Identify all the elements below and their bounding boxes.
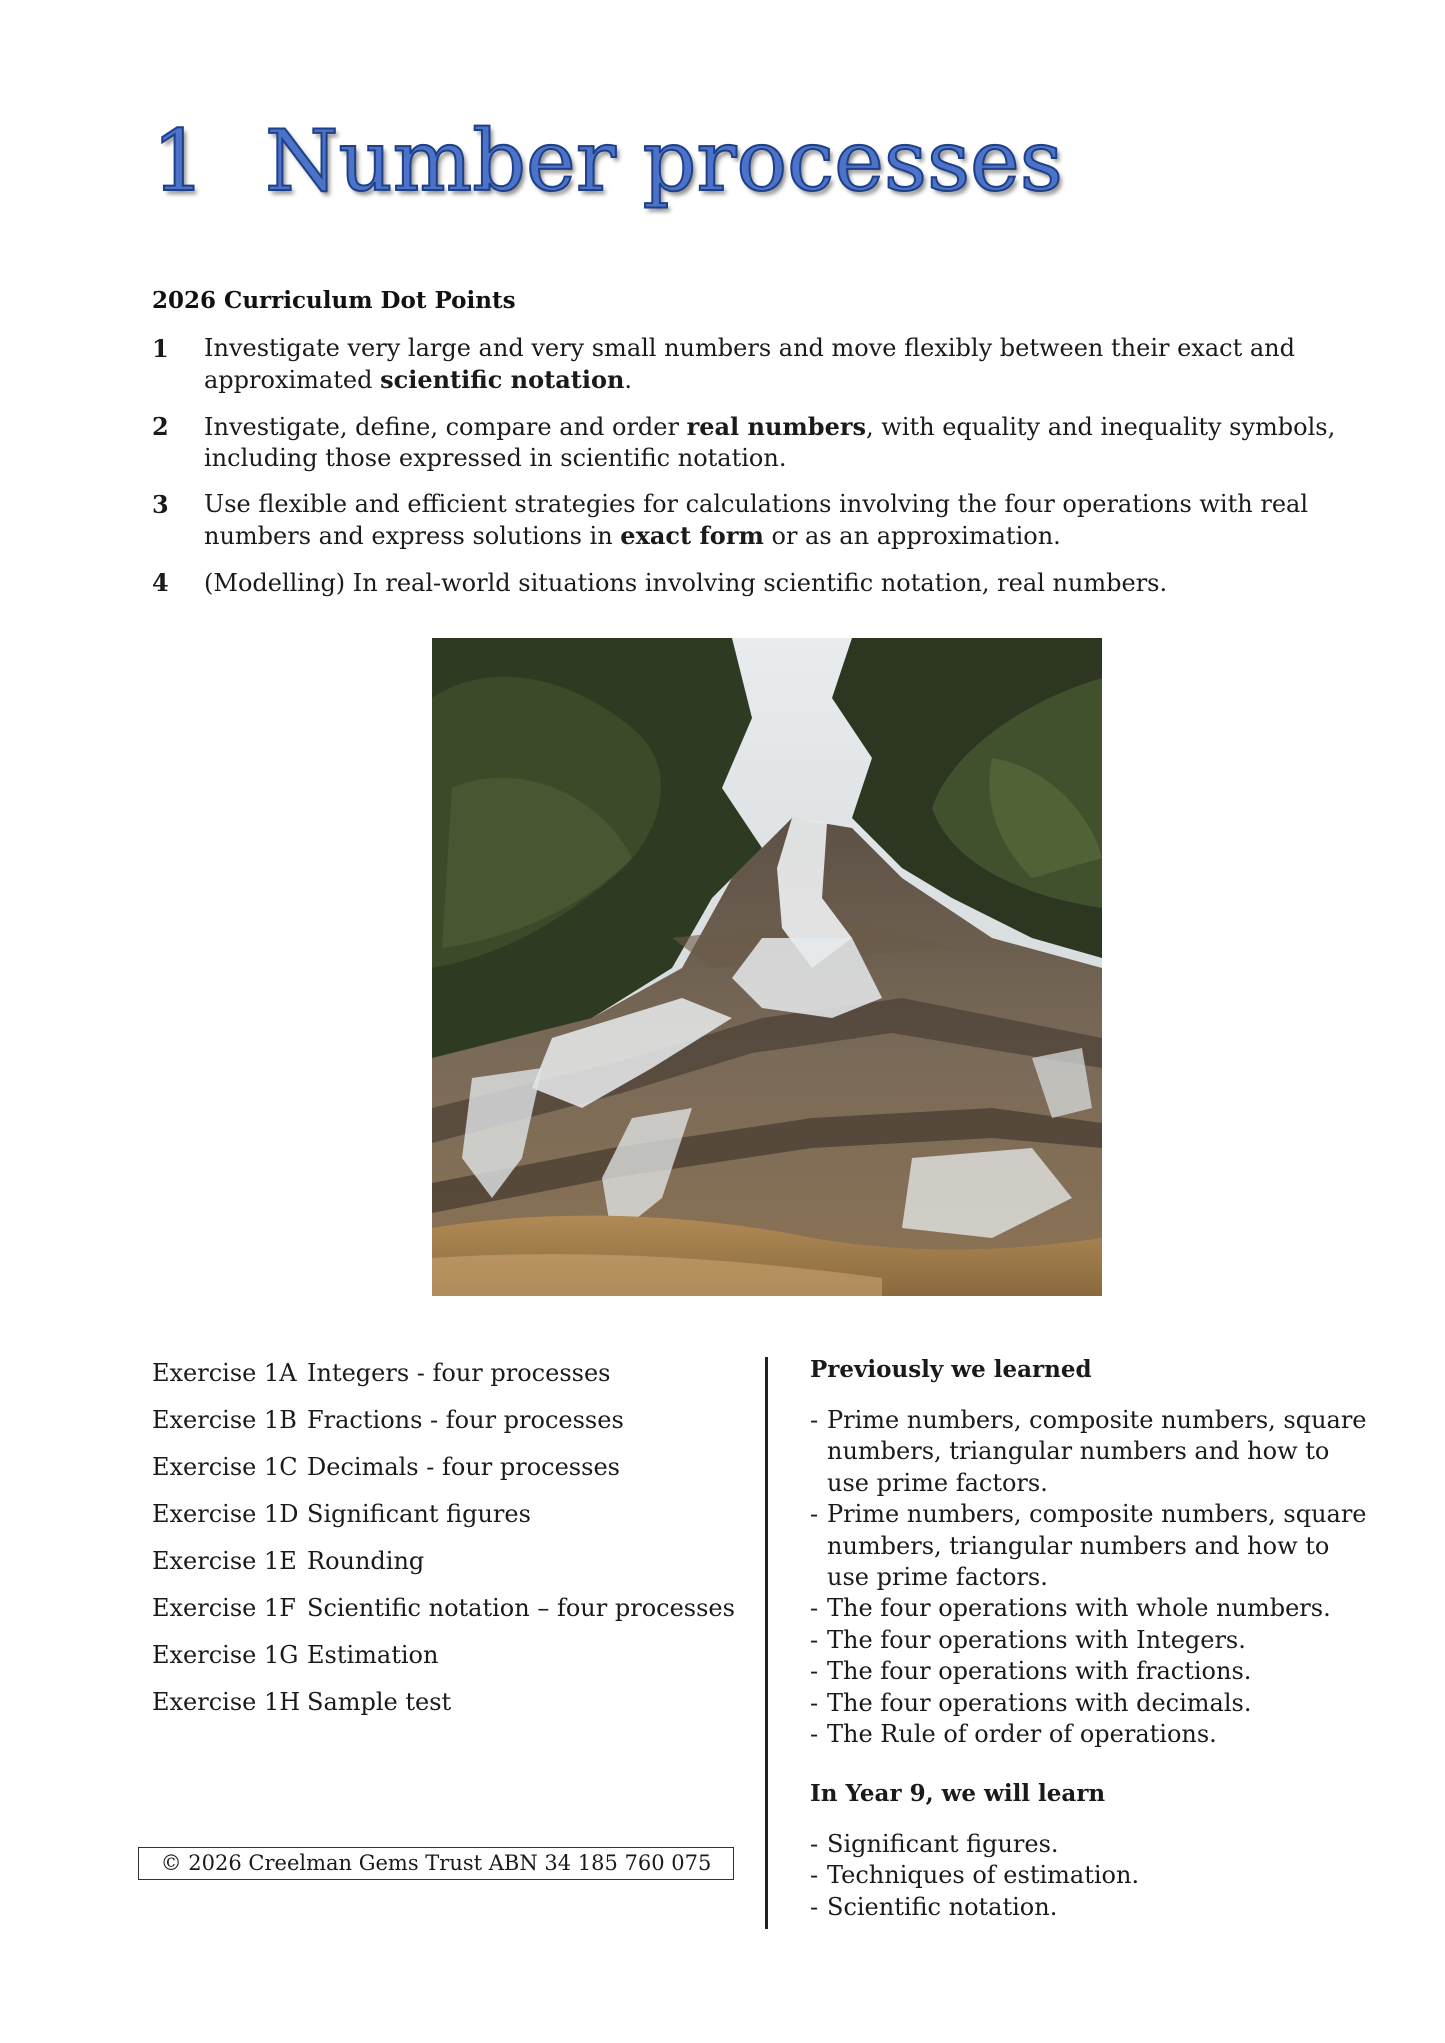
dot-point-keyword: real numbers bbox=[686, 412, 867, 441]
dot-point-text: Investigate very large and very small numbers and move flexibly between their exact and approximated scientific notation. bbox=[204, 334, 1295, 394]
dot-point-keyword: scientific notation bbox=[380, 365, 625, 394]
chapter-number: 1 bbox=[152, 112, 206, 210]
exercise-item bbox=[152, 1450, 732, 1497]
chapter-name: Number processes bbox=[265, 112, 1063, 210]
exercise-code: Exercise 1E bbox=[152, 1547, 297, 1575]
curriculum-dot-points bbox=[152, 333, 1362, 614]
dot-point-keyword: exact form bbox=[620, 521, 764, 550]
previously-heading: Previously we learned bbox=[810, 1356, 1092, 1383]
list-item: - Prime numbers, composite numbers, square numbers, triangular numbers and how to use prime factors. bbox=[810, 1500, 1367, 1592]
copyright-notice: © 2026 Creelman Gems Trust ABN 34 185 760 075 bbox=[138, 1847, 734, 1880]
curriculum-heading: 2026 Curriculum Dot Points bbox=[152, 287, 516, 314]
list-item: - Significant figures. bbox=[810, 1830, 1059, 1858]
column-divider bbox=[765, 1357, 768, 1929]
previously-list bbox=[810, 1405, 1370, 1750]
exercise-title: Fractions - four processes bbox=[307, 1406, 624, 1434]
exercise-list bbox=[152, 1356, 735, 1732]
year9-list bbox=[810, 1829, 1370, 1923]
chapter-title bbox=[152, 112, 1063, 210]
list-item: - The four operations with whole numbers. bbox=[810, 1594, 1331, 1623]
exercise-item bbox=[152, 1685, 732, 1732]
exercise-item bbox=[152, 1403, 732, 1450]
exercise-item bbox=[152, 1638, 732, 1685]
list-item: - Techniques of estimation. bbox=[810, 1861, 1140, 1890]
list-item: - Scientific notation. bbox=[810, 1892, 1058, 1921]
dot-point-text: Investigate, define, compare and order real numbers, with equality and inequality symbols, including those expressed in scientific notation. bbox=[204, 412, 1336, 472]
exercise-title: Significant figures bbox=[307, 1500, 531, 1528]
list-item: - The four operations with Integers. bbox=[810, 1625, 1246, 1654]
dot-point-number: 1 bbox=[152, 334, 169, 363]
dot-point-text: (Modelling) In real-world situations involving scientific notation, real numbers. bbox=[204, 569, 1168, 597]
exercise-item bbox=[152, 1497, 732, 1544]
waterfall-photo bbox=[432, 638, 1102, 1296]
exercise-code: Exercise 1D bbox=[152, 1500, 299, 1528]
dot-point bbox=[152, 411, 1362, 474]
exercise-item bbox=[152, 1544, 732, 1591]
exercise-title: Decimals - four processes bbox=[307, 1453, 620, 1481]
dot-point-number: 3 bbox=[152, 490, 169, 519]
exercise-code: Exercise 1B bbox=[152, 1406, 297, 1434]
exercise-title: Sample test bbox=[307, 1688, 452, 1716]
year9-heading: In Year 9, we will learn bbox=[810, 1780, 1106, 1807]
exercise-title: Integers - four processes bbox=[307, 1359, 611, 1387]
exercise-code: Exercise 1G bbox=[152, 1641, 299, 1669]
dot-point-number: 4 bbox=[152, 568, 169, 597]
dot-point-text: Use flexible and efficient strategies for calculations involving the four operations with real numbers and express solutions in exact form or as an approximation. bbox=[204, 490, 1308, 550]
exercise-code: Exercise 1H bbox=[152, 1688, 301, 1716]
exercise-title: Scientific notation – four processes bbox=[307, 1594, 735, 1622]
dot-point bbox=[152, 333, 1362, 396]
exercise-item bbox=[152, 1356, 732, 1403]
exercise-title: Rounding bbox=[307, 1547, 425, 1575]
list-item: - The Rule of order of operations. bbox=[810, 1720, 1217, 1749]
exercise-code: Exercise 1F bbox=[152, 1594, 296, 1622]
dot-point-number: 2 bbox=[152, 412, 169, 441]
list-item: - Prime numbers, composite numbers, square numbers, triangular numbers and how to use prime factors. bbox=[810, 1406, 1367, 1497]
exercise-code: Exercise 1A bbox=[152, 1359, 297, 1387]
dot-point bbox=[152, 567, 1362, 599]
exercise-code: Exercise 1C bbox=[152, 1453, 298, 1481]
list-item: - The four operations with fractions. bbox=[810, 1657, 1252, 1686]
dot-point bbox=[152, 489, 1362, 552]
exercise-title: Estimation bbox=[307, 1641, 439, 1669]
exercise-item bbox=[152, 1591, 735, 1638]
list-item: - The four operations with decimals. bbox=[810, 1688, 1252, 1717]
